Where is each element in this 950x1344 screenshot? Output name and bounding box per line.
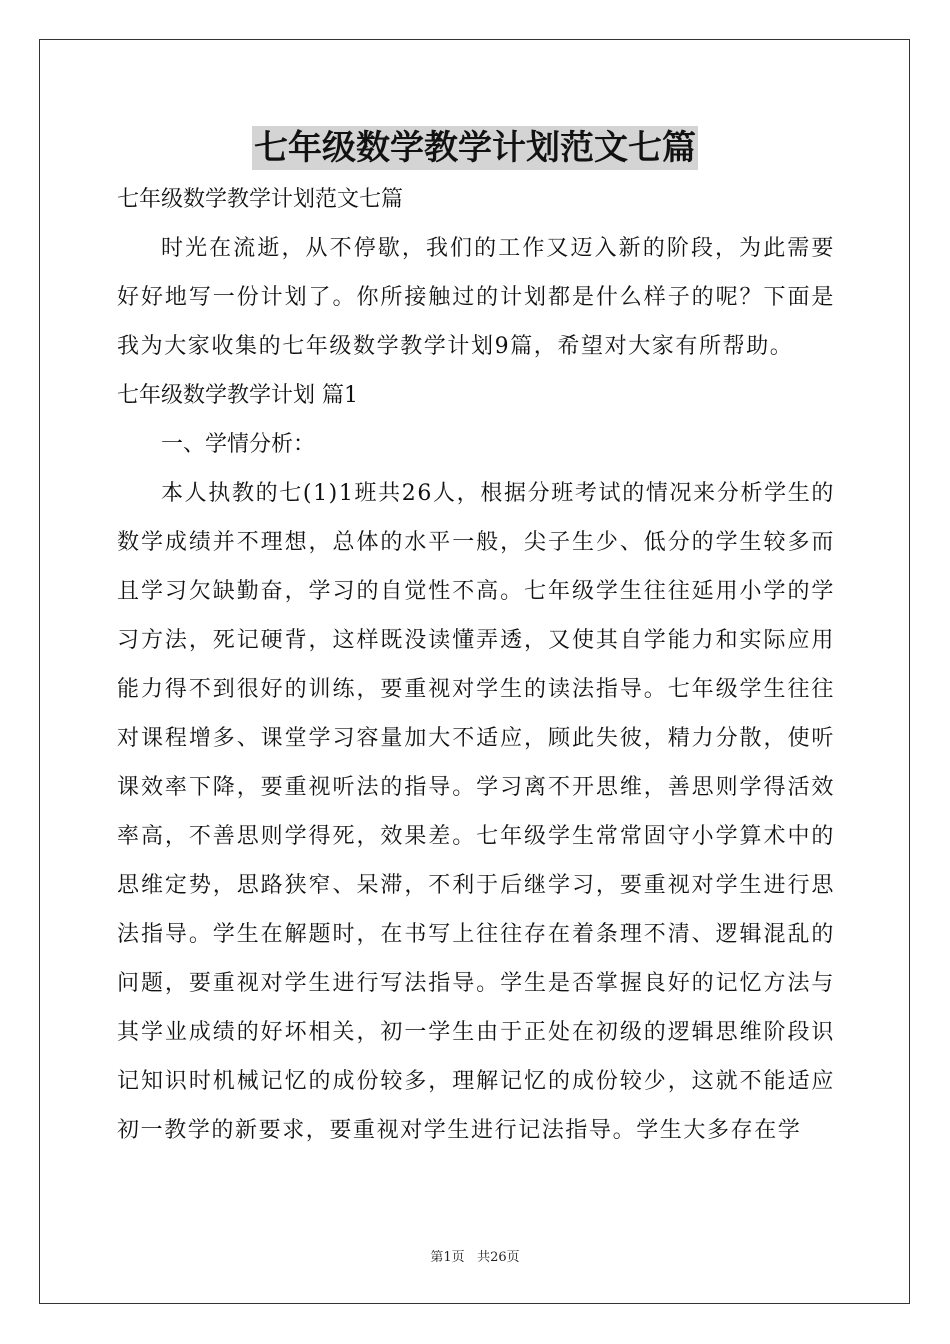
document-title: 七年级数学教学计划范文七篇 [254,128,696,168]
document-body [117,175,835,1155]
title-container [0,126,950,170]
body-paragraph: 本人执教的七(1)1班共26人，根据分班考试的情况来分析学生的数学成绩并不理想，总体的水平一般，尖子生少、低分的学生较多而且学习欠缺勤奋，学习的自觉性不高。七年级学生往往延用小学的学习方法，死记硬背，这样既没读懂弄透，又使其自学能力和实际应用能力得不到很好的训练，要重视对学生的读法指导。七年级学生往往对课程增多、课堂学习容量加大不适应，顾此失彼，精力分散，使听课效率下降，要重视听法的指导。学习离不开思维，善思则学得活效率高，不善思则学得死，效果差。七年级学生常常固守小学算术中的思维定势，思路狭窄、呆滞，不利于后继学习，要重视对学生进行思法指导。学生在解题时，在书写上往往存在着条理不清、逻辑混乱的问题，要重视对学生进行写法指导。学生是否掌握良好的记忆方法与其学业成绩的好坏相关，初一学生由于正处在初级的逻辑思维阶段识记知识时机械记忆的成份较多，理解记忆的成份较少，这就不能适应初一教学的新要求，要重视对学生进行记法指导。学生大多存在学 [117,481,835,1143]
page-number: 第1页 [430,1250,465,1265]
intro-paragraph: 时光在流逝，从不停歇，我们的工作又迈入新的阶段，为此需要好好地写一份计划了。你所接触过的计划都是什么样子的呢？下面是我为大家收集的七年级数学教学计划9篇，希望对大家有所帮助。 [117,236,835,359]
subsection-heading: 一、学情分析： [161,432,316,457]
page-footer [0,1246,950,1265]
page-total: 共26页 [477,1250,520,1265]
section-heading: 七年级数学教学计划 篇1 [117,383,358,408]
document-subtitle: 七年级数学教学计划范文七篇 [117,187,404,212]
